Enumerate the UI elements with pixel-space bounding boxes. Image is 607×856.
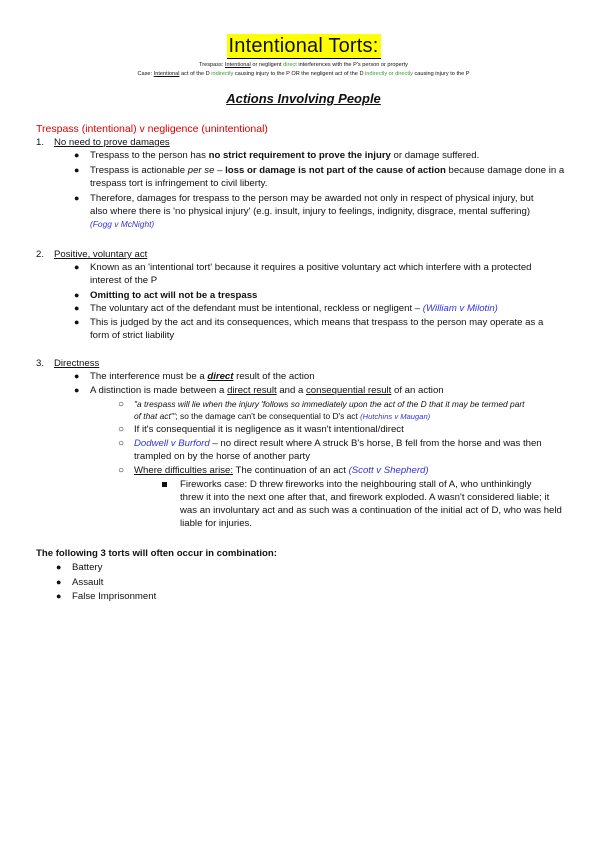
title-wrap	[0, 34, 607, 59]
bullet-icon: ●	[74, 303, 80, 313]
text-direct-result: direct result	[227, 385, 277, 396]
combination-heading: The following 3 torts will often occur in combination:	[36, 548, 277, 559]
bullet-icon: ●	[74, 371, 80, 381]
case-part-b: causing injury to the P OR the negligent act of the D	[233, 71, 366, 77]
bullet-icon: ●	[74, 165, 80, 175]
sec1-bullet-1	[90, 149, 479, 162]
bullet-icon: ●	[74, 290, 80, 300]
text: result of the action	[233, 371, 315, 382]
text: Trespass to the person has	[90, 150, 209, 161]
sec3-sub-1-line-2	[134, 410, 430, 423]
text: ; so the damage can't be consequential to D's act	[175, 411, 361, 421]
trespass-direct: direct	[283, 62, 297, 68]
text: The interference must be a	[90, 371, 208, 382]
case-fogg-v-mcnight: (Fogg v McNight)	[90, 219, 155, 229]
sec2-bullet-3	[90, 302, 498, 315]
sec1-bullet-2	[90, 164, 564, 177]
sec1-bullet-3-line-2: also where there is 'no physical injury' (e.g. insult, injury to feelings, indignity, disgrace, mental suffering)	[90, 206, 531, 217]
document-title: Intentional Torts:	[228, 35, 379, 57]
case-definition	[0, 71, 607, 78]
circle-bullet-icon: ○	[118, 424, 125, 435]
sec2-title: Positive, voluntary act	[54, 249, 148, 260]
text-italic: of that act'"	[134, 411, 176, 421]
sec3-sub-1: "a trespass will lie when the injury 'follows so immediately upon the act of the D that it may be termed part	[134, 399, 525, 409]
text: and a	[276, 385, 306, 396]
circle-bullet-icon: ○	[118, 465, 125, 476]
sec3-sub-4	[134, 464, 429, 477]
text: of an action	[391, 385, 444, 396]
sec1-bullet-3: Therefore, damages for trespass to the person may be awarded not only in respect of physical injury, but	[90, 193, 534, 204]
sec1-bullet-2-line-2: trespass tort is infringement to civil liberty.	[90, 178, 268, 189]
sec1-title: No need to prove damages	[54, 137, 170, 148]
sec2-number: 2.	[36, 249, 45, 260]
section-heading: Actions Involving People	[226, 91, 381, 106]
square-bullet-icon	[162, 482, 167, 487]
sec3-title: Directness	[54, 358, 100, 369]
circle-bullet-icon: ○	[118, 399, 125, 410]
text-italic: per se	[187, 165, 215, 176]
trespass-label: Trespass:	[199, 62, 224, 68]
sec2-bullet-1: Known as an 'intentional tort' because it requires a positive voluntary act which interfere with a protected	[90, 262, 532, 273]
text: –	[214, 165, 226, 176]
combination-item-false-imprisonment: False Imprisonment	[72, 591, 157, 602]
text-consequential-result: consequential result	[306, 385, 392, 396]
combination-item-battery: Battery	[72, 562, 103, 573]
text-direct: direct	[207, 371, 234, 382]
sec3-bullet-1	[90, 370, 315, 383]
bullet-icon: ●	[74, 385, 80, 395]
case-intentional: Intentional	[153, 71, 180, 77]
sec3-subsub-1-line-4: liable for injuries.	[180, 518, 252, 529]
circle-bullet-icon: ○	[118, 438, 125, 449]
sec3-subsub-1-line-2: threw it into the next one after that, and firework exploded. A wasn't considered liable; it	[180, 492, 550, 503]
text: or damage suffered.	[390, 150, 480, 161]
subheading: Trespass (intentional) v negligence (unintentional)	[36, 123, 268, 135]
case-label: Case:	[137, 71, 153, 77]
trespass-mid: or negligent	[250, 62, 284, 68]
sec3-subsub-1: Fireworks case: D threw fireworks into the neighbouring stall of A, who unthinkingly	[180, 479, 532, 490]
sec2-bullet-4-line-2: form of strict liability	[90, 330, 175, 341]
sec3-subsub-1-line-3: was an involuntary act and as such was a continuation of the initial act of D, who was held	[180, 505, 562, 516]
bullet-icon: ●	[74, 262, 80, 272]
case-indirectly: indirectly	[211, 71, 234, 77]
bullet-icon: ●	[56, 562, 62, 572]
bullet-icon: ●	[56, 577, 62, 587]
combination-item-assault: Assault	[72, 577, 104, 588]
trespass-definition	[0, 62, 607, 69]
text: The voluntary act of the defendant must be intentional, reckless or negligent –	[90, 303, 423, 314]
text-underlined: Where difficulties arise:	[134, 465, 233, 476]
text: The continuation of an act	[233, 465, 349, 476]
trespass-intentional: Intentional	[224, 62, 251, 68]
text-bold: loss or damage is not part of the cause of action	[225, 165, 446, 176]
case-hutchins-v-maugan: (Hutchins v Maugan)	[360, 412, 431, 421]
sec2-bullet-4: This is judged by the act and its consequences, which means that trespass to the person may operate as a	[90, 317, 544, 328]
case-part-c: causing injury to the P	[412, 71, 470, 77]
sec1-number: 1.	[36, 137, 45, 148]
sec3-bullet-2	[90, 384, 444, 397]
trespass-tail: interferences with the P's person or property	[296, 62, 408, 68]
case-scott-v-shepherd: (Scott v Shepherd)	[348, 465, 429, 476]
case-part-a: act of the D	[179, 71, 212, 77]
text: A distinction is made between a	[90, 385, 228, 396]
text: because damage done in a	[445, 165, 565, 176]
text-bold: no strict requirement to prove the injury	[208, 150, 391, 161]
sec3-number: 3.	[36, 358, 45, 369]
text: Trespass is actionable	[90, 165, 188, 176]
sec2-bullet-1-line-2: interest of the P	[90, 275, 158, 286]
bullet-icon: ●	[74, 317, 80, 327]
bullet-icon: ●	[56, 591, 62, 601]
sec3-sub-3-line-2: trampled on by the horse of another party	[134, 451, 310, 462]
sec3-sub-2: If it's consequential it is negligence as it wasn't intentional/direct	[134, 424, 404, 435]
sec3-sub-3	[134, 437, 542, 450]
sec2-bullet-2: Omitting to act will not be a trespass	[90, 290, 258, 301]
bullet-icon: ●	[74, 193, 80, 203]
case-dodwell-v-burford: Dodwell v Burford	[134, 438, 210, 449]
bullet-icon: ●	[74, 150, 80, 160]
case-indirectly-or-directly: indirectly or directly	[365, 71, 413, 77]
text: – no direct result where A struck B's horse, B fell from the horse and was then	[209, 438, 542, 449]
case-william-v-milotin: (William v Milotin)	[422, 303, 498, 314]
